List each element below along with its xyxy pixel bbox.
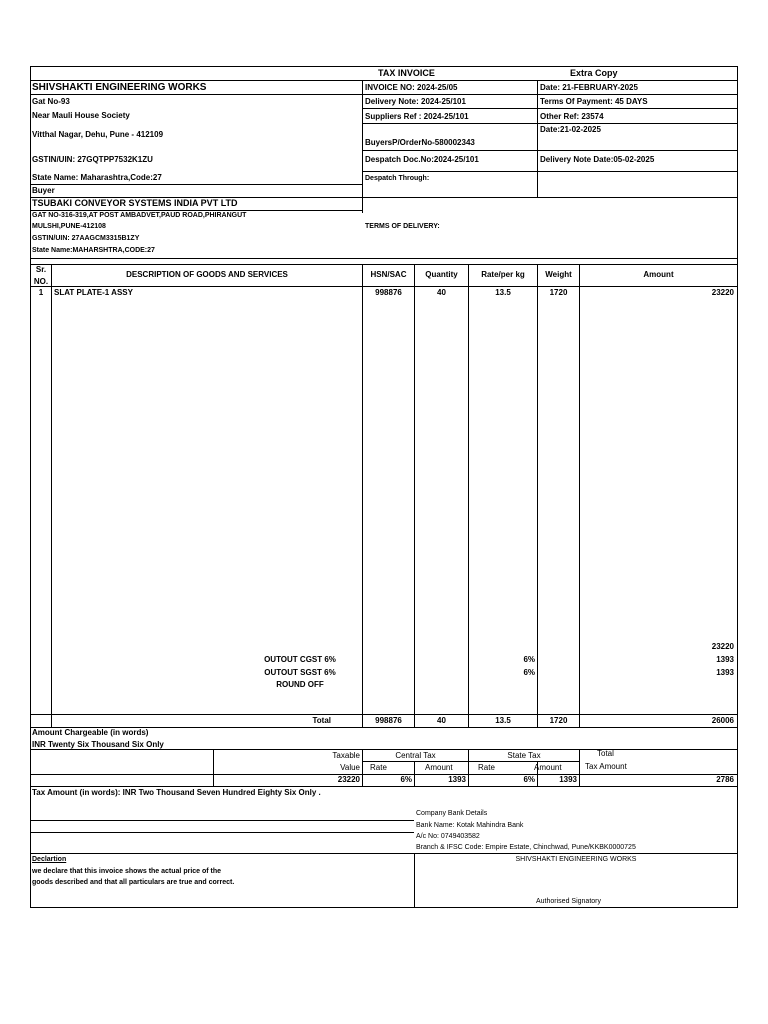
- document-title: TAX INVOICE: [378, 68, 435, 78]
- col-header-no: NO.: [33, 277, 49, 286]
- state-amount-label: Amount: [534, 763, 562, 772]
- cgst-label: OUTOUT CGST 6%: [264, 655, 336, 664]
- row-quantity: 40: [437, 288, 446, 297]
- invoice-date: Date: 21-FEBRUARY-2025: [540, 83, 638, 92]
- delivery-note-date: Delivery Note Date:05-02-2025: [540, 155, 655, 164]
- col-header-rate: Rate/per kg: [481, 270, 525, 279]
- other-ref: Other Ref: 23574: [540, 112, 604, 121]
- total-quantity: 40: [437, 716, 446, 725]
- row-sr: 1: [38, 288, 44, 297]
- amount-words-label: Amount Chargeable (in words): [32, 728, 149, 737]
- authorised-signatory: Authorised Signatory: [536, 898, 601, 905]
- despatch-through: Despatch Through:: [365, 175, 430, 182]
- total-tax-label: Total: [597, 749, 614, 758]
- bank-details-title: Company Bank Details: [416, 810, 488, 817]
- buyer-address-line-2: MULSHI,PUNE-412108: [32, 223, 106, 230]
- row-weight: 1720: [549, 288, 568, 297]
- central-amount-label: Amount: [425, 763, 453, 772]
- round-off-label: ROUND OFF: [276, 680, 324, 689]
- declaration-title: Declartion: [32, 856, 67, 863]
- value-label: Value: [340, 763, 360, 772]
- order-date: Date:21-02-2025: [540, 125, 601, 134]
- state-amount-value: 1393: [559, 775, 577, 784]
- buyer-state: State Name:MAHARSHTRA,CODE:27: [32, 247, 155, 254]
- total-label: Total: [312, 716, 331, 725]
- total-amount: 26006: [711, 716, 734, 725]
- col-header-sr: Sr.: [35, 265, 47, 274]
- state-tax-label: State Tax: [507, 751, 541, 760]
- col-header-weight: Weight: [545, 270, 572, 279]
- terms-of-delivery: TERMS OF DELIVERY:: [365, 223, 440, 230]
- buyer-name: TSUBAKI CONVEYOR SYSTEMS INDIA PVT LTD: [32, 198, 238, 208]
- central-rate-value: 6%: [400, 775, 412, 784]
- buyer-address-line-1: GAT NO-316-319,AT POST AMBADVET,PAUD ROAD,PHIRANGUT: [32, 212, 247, 219]
- despatch-doc-number: Despatch Doc.No:2024-25/101: [365, 155, 479, 164]
- state-rate-value: 6%: [523, 775, 535, 784]
- col-header-hsn: HSN/SAC: [370, 270, 407, 279]
- state-rate-label: Rate: [478, 763, 495, 772]
- buyer-label: Buyer: [32, 186, 55, 195]
- declaration-line-1: we declare that this invoice shows the actual price of the: [32, 868, 222, 875]
- bank-branch-ifsc: Branch & IFSC Code: Empire Estate, Chinchwad, Pune/KKBK0000725: [416, 844, 636, 851]
- seller-state: State Name: Maharashtra,Code:27: [32, 173, 162, 182]
- bank-account: A/c No: 0749403582: [416, 833, 480, 840]
- subtotal-amount: 23220: [711, 642, 734, 651]
- tax-amount-label: Tax Amount: [585, 762, 627, 771]
- tax-amount-words: Tax Amount (in words): INR Two Thousand Seven Hundred Eighty Six Only .: [32, 788, 321, 797]
- total-rate: 13.5: [495, 716, 511, 725]
- col-header-description: DESCRIPTION OF GOODS AND SERVICES: [126, 270, 288, 279]
- declaration-line-2: goods described and that all particulars are true and correct.: [32, 879, 235, 886]
- seller-address-line-2: Near Mauli House Society: [32, 111, 130, 120]
- central-tax-label: Central Tax: [395, 751, 436, 760]
- row-amount: 23220: [711, 288, 734, 297]
- col-header-amount: Amount: [643, 270, 674, 279]
- central-rate-label: Rate: [370, 763, 387, 772]
- suppliers-ref: Suppliers Ref : 2024-25/101: [365, 112, 469, 121]
- seller-gstin: GSTIN/UIN: 27GQTPP7532K1ZU: [32, 155, 153, 164]
- row-rate: 13.5: [495, 288, 511, 297]
- total-weight: 1720: [549, 716, 568, 725]
- central-amount-value: 1393: [448, 775, 466, 784]
- terms-of-payment: Terms Of Payment: 45 DAYS: [540, 97, 648, 106]
- taxable-value: 23220: [337, 775, 360, 784]
- total-hsn: 998876: [375, 716, 402, 725]
- sgst-amount: 1393: [716, 668, 734, 677]
- col-header-quantity: Quantity: [425, 270, 458, 279]
- invoice-number: INVOICE NO: 2024-25/05: [365, 83, 458, 92]
- row-hsn: 998876: [375, 288, 402, 297]
- signature-company: SHIVSHAKTI ENGINEERING WORKS: [515, 856, 637, 863]
- amount-words-value: INR Twenty Six Thousand Six Only: [32, 740, 164, 749]
- taxable-label: Taxable: [332, 751, 360, 760]
- buyer-gstin: GSTIN/UIN: 27AAGCM3315B1ZY: [32, 235, 140, 242]
- seller-address-line-1: Gat No-93: [32, 97, 70, 106]
- copy-type: Extra Copy: [570, 68, 618, 78]
- cgst-amount: 1393: [716, 655, 734, 664]
- cgst-rate: 6%: [523, 655, 535, 664]
- total-tax-value: 2786: [716, 775, 734, 784]
- buyers-order-number: BuyersP/OrderNo-580002343: [365, 138, 475, 147]
- sgst-label: OUTOUT SGST 6%: [264, 668, 336, 677]
- delivery-note: Delivery Note: 2024-25/101: [365, 97, 466, 106]
- sgst-rate: 6%: [523, 668, 535, 677]
- bank-name: Bank Name: Kotak Mahindra Bank: [416, 822, 524, 829]
- seller-name: SHIVSHAKTI ENGINEERING WORKS: [32, 82, 207, 93]
- seller-address-line-3: Vitthal Nagar, Dehu, Pune - 412109: [32, 130, 164, 139]
- row-description: SLAT PLATE-1 ASSY: [54, 288, 133, 297]
